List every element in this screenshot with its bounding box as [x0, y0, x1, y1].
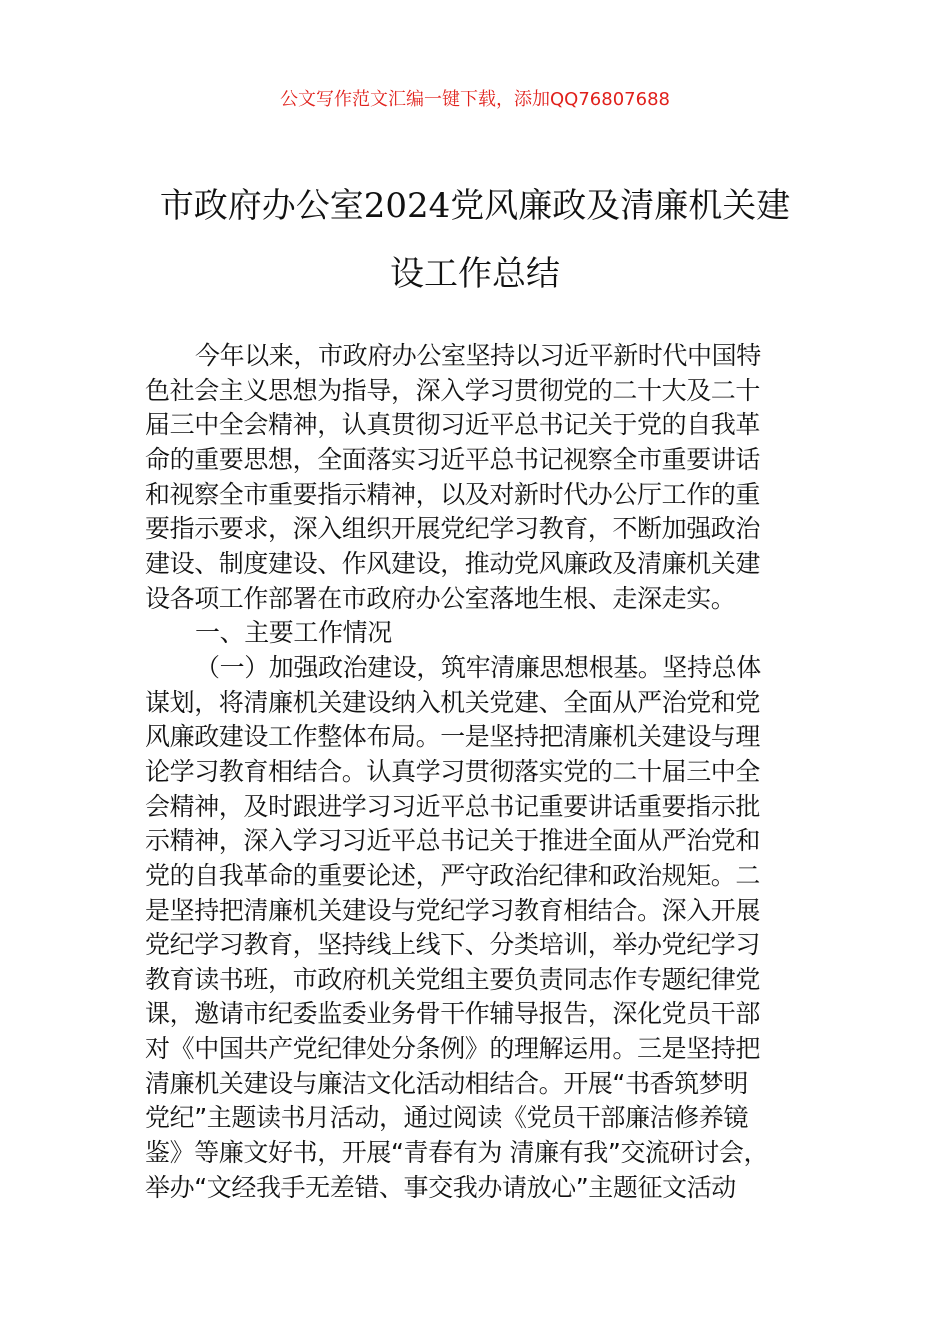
body-text-line: 会精神，及时跟进学习习近平总书记重要讲话重要指示批	[145, 791, 761, 821]
body-text-line: 今年以来，市政府办公室坚持以习近平新时代中国特	[195, 341, 761, 370]
body-text-line: 教育读书班，市政府机关党组主要负责同志作专题纪律党	[145, 964, 761, 994]
body-text-line: 党的自我革命的重要论述，严守政治纪律和政治规矩。二	[145, 860, 761, 890]
body-text-line: 要指示要求，深入组织开展党纪学习教育，不断加强政治	[145, 514, 761, 544]
body-text-line: 谋划，将清廉机关建设纳入机关党建、全面从严治党和党	[145, 687, 761, 717]
body-text-line: 命的重要思想，全面落实习近平总书记视察全市重要讲话	[145, 444, 761, 474]
section-heading: 一、主要工作情况	[195, 618, 392, 648]
body-text-line: 是坚持把清廉机关建设与党纪学习教育相结合。深入开展	[145, 895, 761, 925]
document-title-line-2: 设工作总结	[390, 254, 560, 294]
body-text-line: 色社会主义思想为指导，深入学习贯彻党的二十大及二十	[145, 375, 761, 405]
body-text-line: 届三中全会精神，认真贯彻习近平总书记关于党的自我革	[145, 410, 761, 440]
body-text-line: 清廉机关建设与廉洁文化活动相结合。开展“书香筑梦明	[145, 1068, 748, 1098]
body-text-line: 举办“文经我手无差错、事交我办请放心”主题征文活动	[145, 1172, 736, 1202]
document-body	[145, 339, 845, 1205]
document-title-line-1: 市政府办公室2024党风廉政及清廉机关建	[159, 186, 791, 226]
body-text-line: 建设、制度建设、作风建设，推动党风廉政及清廉机关建	[145, 548, 761, 578]
body-text-line: 党纪”主题读书月活动，通过阅读《党员干部廉洁修养镜	[145, 1103, 748, 1133]
body-text-line: 示精神，深入学习习近平总书记关于推进全面从严治党和	[145, 826, 761, 856]
body-text-line: 论学习教育相结合。认真学习贯彻落实党的二十届三中全	[145, 756, 761, 786]
body-text-line: 鉴》等廉文好书，开展“青春有为 清廉有我”交流研讨会，	[145, 1138, 769, 1168]
body-text-line: 设各项工作部署在市政府办公室落地生根、走深走实。	[145, 583, 736, 613]
body-text-line: 对《中国共产党纪律处分条例》的理解运用。三是坚持把	[145, 1034, 761, 1064]
body-text-line: 课，邀请市纪委监委业务骨干作辅导报告，深化党员干部	[145, 999, 761, 1029]
body-text-line: 风廉政建设工作整体布局。一是坚持把清廉机关建设与理	[145, 722, 761, 752]
body-text-line: 党纪学习教育，坚持线上线下、分类培训，举办党纪学习	[145, 930, 761, 960]
download-notice: 公文写作范文汇编一键下载，添加QQ76807688	[280, 89, 670, 110]
body-text-line: （一）加强政治建设，筑牢清廉思想根基。坚持总体	[195, 652, 761, 682]
body-text-line: 和视察全市重要指示精神，以及对新时代办公厅工作的重	[145, 479, 761, 509]
